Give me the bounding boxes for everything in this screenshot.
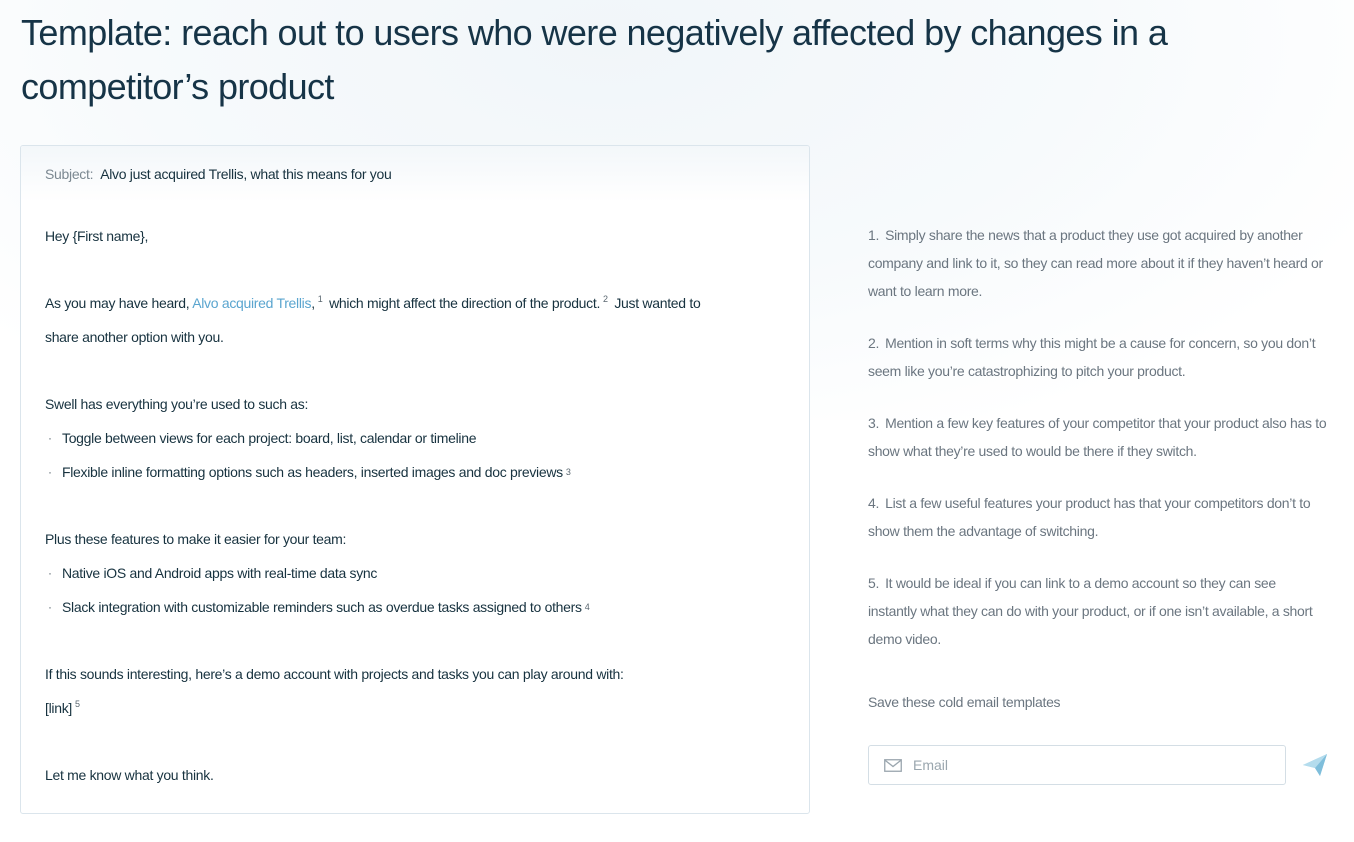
email-field-container bbox=[868, 745, 1286, 785]
annotation-notes bbox=[868, 221, 1328, 677]
paper-plane-icon bbox=[1301, 766, 1329, 781]
footnote-marker-2: 2 bbox=[603, 294, 608, 305]
list-item bbox=[45, 556, 785, 590]
bullet-icon: · bbox=[48, 465, 52, 479]
subject-label: Subject: bbox=[45, 166, 94, 182]
note-text: It would be ideal if you can link to a demo account so they can see instantly what they can do with your product, or if one isn’t available, a short demo video. bbox=[868, 575, 1313, 647]
note-number: 3. bbox=[868, 415, 880, 431]
note-text: Mention in soft terms why this might be a cause for concern, so you don’t seem like you’re catastrophizing to pitch your product. bbox=[868, 335, 1316, 379]
email-field[interactable] bbox=[913, 747, 1285, 783]
intro-text-end: Just wanted to bbox=[614, 295, 701, 311]
note-item bbox=[868, 489, 1328, 545]
demo-link-placeholder: [link] bbox=[45, 700, 72, 716]
save-templates-label: Save these cold email templates bbox=[868, 694, 1061, 710]
acquisition-news-link[interactable]: Alvo acquired Trellis bbox=[192, 295, 312, 311]
note-text: Mention a few key features of your competitor that your product also has to show what they’re used to would be there if they switch. bbox=[868, 415, 1327, 459]
note-number: 4. bbox=[868, 495, 880, 511]
note-item bbox=[868, 221, 1328, 305]
email-body bbox=[21, 202, 809, 792]
intro-line-2: share another option with you. bbox=[45, 329, 224, 345]
note-item bbox=[868, 569, 1328, 653]
closing-line: Let me know what you think. bbox=[45, 767, 214, 783]
list-item bbox=[45, 421, 785, 455]
bullet-icon: · bbox=[48, 566, 52, 580]
footnote-marker-5: 5 bbox=[75, 699, 80, 710]
intro-comma: , bbox=[311, 295, 315, 311]
list-item: · Slack integration with customizable reminders such as overdue tasks assigned to others 4 bbox=[45, 590, 785, 624]
note-item bbox=[868, 329, 1328, 385]
list-item: · Flexible inline formatting options such as headers, inserted images and doc previews 3 bbox=[45, 455, 785, 489]
demo-link-line bbox=[45, 691, 785, 725]
list-item-text: Flexible inline formatting options such as headers, inserted images and doc previews bbox=[62, 464, 563, 480]
email-template-card bbox=[20, 145, 810, 814]
send-button[interactable] bbox=[1301, 752, 1329, 778]
list-item-text: Native iOS and Android apps with real-time data sync bbox=[62, 565, 378, 581]
intro-paragraph bbox=[45, 286, 785, 320]
note-number: 2. bbox=[868, 335, 880, 351]
subject-bar bbox=[21, 146, 809, 202]
list-item-text: Slack integration with customizable reminders such as overdue tasks assigned to others bbox=[62, 599, 582, 615]
demo-line: If this sounds interesting, here’s a demo account with projects and tasks you can play around with: bbox=[45, 666, 624, 682]
team-features-intro: Plus these features to make it easier for your team: bbox=[45, 531, 347, 547]
note-number: 5. bbox=[868, 575, 880, 591]
note-text: Simply share the news that a product they use got acquired by another company and link to it, so they can read more about it if they haven’t heard or want to learn more. bbox=[868, 227, 1323, 299]
note-item bbox=[868, 409, 1328, 465]
bullet-icon: · bbox=[48, 431, 52, 445]
bullet-icon: · bbox=[48, 600, 52, 614]
greeting: Hey {First name}, bbox=[45, 228, 149, 244]
list-item-text: Toggle between views for each project: board, list, calendar or timeline bbox=[62, 430, 477, 446]
mail-icon bbox=[884, 759, 902, 772]
footnote-marker-1: 1 bbox=[317, 294, 323, 305]
note-number: 1. bbox=[868, 227, 880, 243]
features-intro: Swell has everything you’re used to such as: bbox=[45, 396, 309, 412]
intro-text-start: As you may have heard, bbox=[45, 295, 193, 311]
intro-text-mid: which might affect the direction of the product. bbox=[329, 295, 601, 311]
subject-text: Alvo just acquired Trellis, what this means for you bbox=[100, 166, 392, 182]
note-text: List a few useful features your product has that your competitors don’t to show them the advantage of switching. bbox=[868, 495, 1311, 539]
page-title: Template: reach out to users who were negatively affected by changes in a competitor’s product bbox=[21, 12, 1168, 107]
